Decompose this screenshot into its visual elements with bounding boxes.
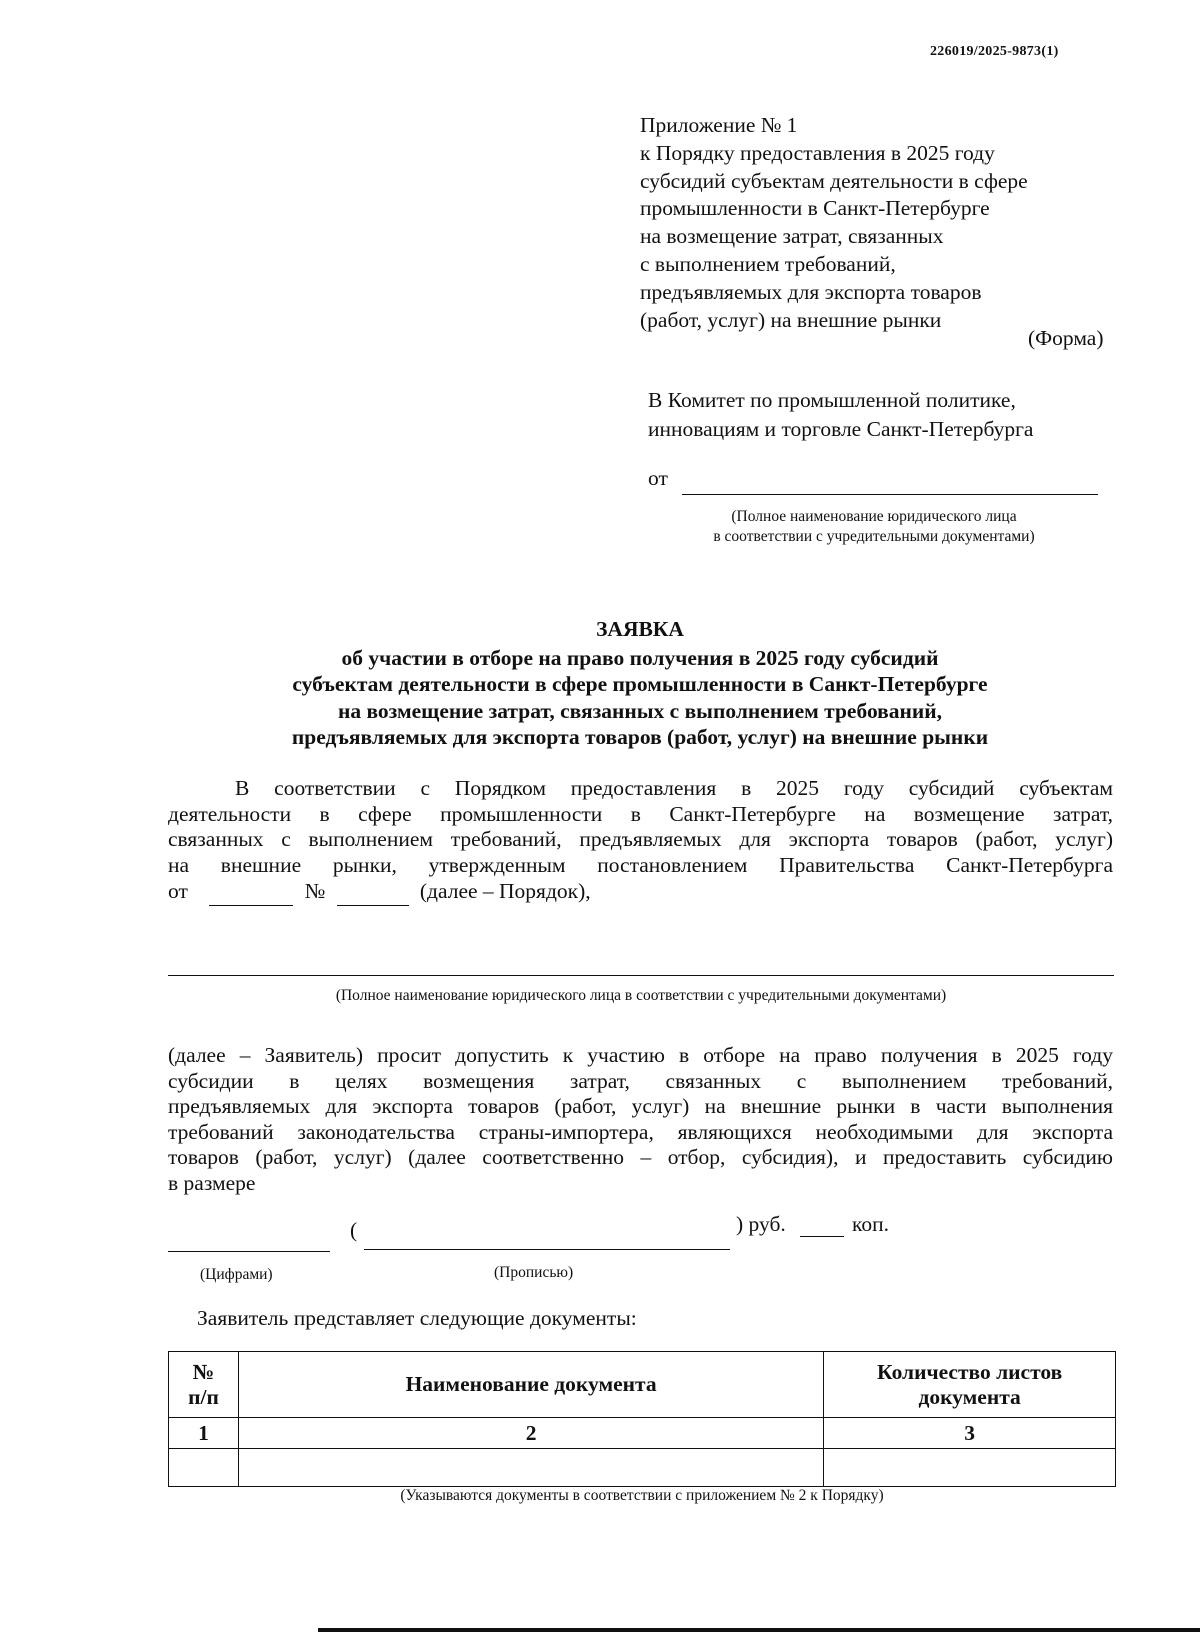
order-number-field[interactable] <box>337 879 409 906</box>
paragraph-request <box>168 1043 1113 1196</box>
amount-kop-field[interactable] <box>800 1236 844 1237</box>
table-cell[interactable] <box>824 1449 1116 1487</box>
from-caption-line: в соответствии с учредительными документами) <box>713 528 1035 545</box>
amount-open-paren: ( <box>350 1218 358 1242</box>
title-line: субъектам деятельности в сфере промышленности в Санкт-Петербурге <box>292 672 988 697</box>
from-caption <box>650 507 1098 547</box>
paragraph-line: товаров (работ, услуг) (далее соответственно – отбор, субсидия), и предоставить субсидию <box>168 1145 1113 1169</box>
paragraph-line: В соответствии с Порядком предоставления в 2025 году субсидий субъектам <box>235 776 1113 800</box>
appendix-line: (работ, услуг) на внешние рынки <box>640 307 942 332</box>
appendix-line: на возмещение затрат, связанных <box>640 224 944 249</box>
documents-intro: Заявитель представляет следующие документы: <box>197 1306 637 1330</box>
applicant-caption: (Полное наименование юридического лица в соответствии с учредительными документами) <box>335 987 947 1004</box>
paragraph-line: связанных с выполнением требований, предъявляемых для экспорта товаров (работ, услуг) <box>168 827 1113 851</box>
amount-digits-field[interactable] <box>168 1251 330 1252</box>
from-name-field[interactable] <box>682 494 1098 495</box>
order-reference-line <box>168 879 591 906</box>
paragraph-line: деятельности в сфере промышленности в Санкт-Петербурге на возмещение затрат, <box>168 801 1113 826</box>
document-number: 226019/2025-9873(1) <box>930 44 1059 59</box>
table-cell: 1 <box>169 1418 239 1449</box>
form-label: (Форма) <box>1028 326 1104 350</box>
title-line: на возмещение затрат, связанных с выполнением требований, <box>337 698 943 723</box>
table-row <box>169 1449 1116 1487</box>
title-line: предъявляемых для экспорта товаров (работ, услуг) на внешние рынки <box>291 725 989 750</box>
table-cell: 3 <box>824 1418 1116 1449</box>
amount-kop-label: коп. <box>852 1212 889 1236</box>
from-caption-line: (Полное наименование юридического лица <box>731 508 1017 525</box>
document-title <box>200 616 1080 751</box>
title-line: об участии в отборе на право получения в 2025 году субсидий <box>341 645 939 670</box>
page-bottom-border <box>318 1628 1200 1632</box>
addressee-line: В Комитет по промышленной политике, <box>648 388 1016 412</box>
table-header-row <box>169 1352 1116 1418</box>
header-sheet-count: Количество листов документа <box>824 1352 1116 1418</box>
appendix-line: с выполнением требований, <box>640 251 896 276</box>
amount-words-caption: (Прописью) <box>494 1264 574 1281</box>
table-cell: 2 <box>238 1418 823 1449</box>
paragraph-line: на внешние рынки, утвержденным постановлением Правительства Санкт-Петербурга <box>168 852 1113 877</box>
documents-table <box>168 1351 1116 1487</box>
table-cell[interactable] <box>169 1449 239 1487</box>
order-suffix: (далее – Порядок), <box>419 879 591 903</box>
appendix-line: Приложение № 1 <box>640 113 798 137</box>
table-cell[interactable] <box>238 1449 823 1487</box>
paragraph-line: в размере <box>168 1170 256 1195</box>
order-number-sign: № <box>304 879 326 903</box>
from-label: от <box>648 466 668 490</box>
amount-words-field[interactable] <box>364 1249 730 1250</box>
applicant-name-field[interactable] <box>168 975 1114 976</box>
header-document-name: Наименование документа <box>238 1352 823 1418</box>
amount-rub-label: ) руб. <box>736 1212 786 1236</box>
table-caption: (Указываются документы в соответствии с приложением № 2 к Порядку) <box>400 1487 884 1504</box>
title-heading: ЗАЯВКА <box>596 617 684 641</box>
appendix-line: промышленности в Санкт-Петербурге <box>640 196 990 221</box>
order-date-field[interactable] <box>209 879 293 906</box>
paragraph-line: (далее – Заявитель) просит допустить к участию в отборе на право получения в 2025 году <box>168 1043 1113 1067</box>
table-row <box>169 1418 1116 1449</box>
appendix-line: к Порядку предоставления в 2025 году <box>640 140 995 165</box>
paragraph-line: субсидии в целях возмещения затрат, связанных с выполнением требований, <box>168 1068 1113 1093</box>
header-number: № п/п <box>169 1352 239 1418</box>
amount-digits-caption: (Цифрами) <box>200 1266 273 1283</box>
appendix-block <box>640 112 1028 334</box>
paragraph-line: требований законодательства страны-импортера, являющихся необходимыми для экспорта <box>168 1119 1113 1144</box>
order-from-label: от <box>168 879 188 903</box>
paragraph-line: предъявляемых для экспорта товаров (работ, услуг) на внешние рынки в части выполнения <box>168 1094 1113 1118</box>
addressee-line: инновациям и торговле Санкт-Петербурга <box>648 417 1034 441</box>
addressee-block <box>648 386 1033 444</box>
paragraph-intro <box>168 776 1113 878</box>
appendix-line: субсидий субъектам деятельности в сфере <box>640 168 1028 193</box>
appendix-line: предъявляемых для экспорта товаров <box>640 279 982 304</box>
